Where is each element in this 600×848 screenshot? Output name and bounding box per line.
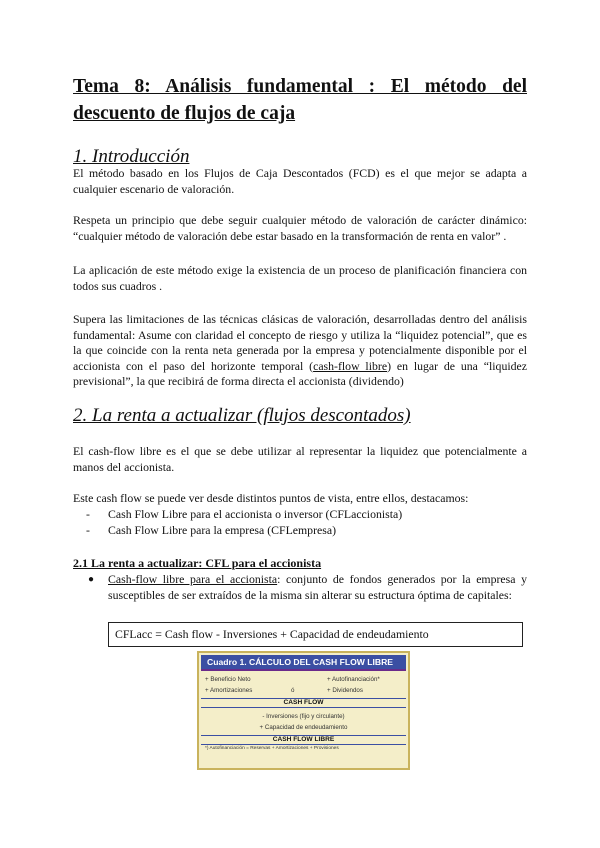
bullet-text bbox=[108, 572, 527, 603]
list-item bbox=[86, 523, 402, 539]
p4-text-before: Supera las limitaciones de las técnicas clásicas de valoración, desarrolladas dentro del análisis fundamental: Asume con claridad el concepto de riesgo y utiliza la “liquidez potencial”, que es la que coincide con la renta neta generada por la empresa y potencialmente disponible por el accionista con el paso del horizonte temporal ( bbox=[73, 312, 527, 373]
autofinanciacion: + Autofinanciación* bbox=[327, 676, 380, 683]
list-dash: - bbox=[86, 522, 90, 537]
cash-flow-libre-link[interactable]: cash-flow libre bbox=[313, 358, 388, 373]
section-1-paragraph-1: El método basado en los Flujos de Caja Descontados (FCD) es el que mejor se adapta a cualquier escenario de valoración. bbox=[73, 166, 527, 196]
cfl-formula-box: CFLacc = Cash flow - Inversiones + Capacidad de endeudamiento bbox=[108, 622, 523, 647]
section-1-heading: 1. Introducción bbox=[73, 146, 190, 167]
inversiones-row: - Inversiones (fijo y circulante) bbox=[262, 713, 345, 720]
section-1-paragraph-3: La aplicación de este método exige la existencia de un proceso de planificación financiera con todos sus cuadros . bbox=[73, 263, 527, 293]
title-line-2: descuento de flujos de caja bbox=[73, 103, 296, 124]
document-title bbox=[73, 73, 527, 127]
cuadro-row-1 bbox=[199, 674, 408, 685]
cuadro-row-2 bbox=[199, 685, 408, 696]
list-item bbox=[86, 507, 402, 523]
dividendos: + Dividendos bbox=[327, 687, 363, 694]
section-1-paragraph-4 bbox=[73, 312, 527, 390]
section-2-paragraph-2: Este cash flow se puede ver desde distintos puntos de vista, entre ellos, destacamos: bbox=[73, 491, 469, 505]
title-line-1: Tema 8: Análisis fundamental : El método del bbox=[73, 76, 527, 97]
cash-flow-libre-table-figure bbox=[197, 651, 410, 770]
beneficio-neto: + Beneficio Neto bbox=[205, 676, 251, 683]
or-symbol: ó bbox=[291, 687, 295, 694]
bullet-dot: ● bbox=[88, 574, 95, 585]
amortizaciones: + Amortizaciones bbox=[205, 687, 253, 694]
subsection-2-1-heading: 2.1 La renta a actualizar: CFL para el accionista bbox=[73, 556, 322, 570]
list-dash: - bbox=[86, 507, 90, 521]
capacidad-endeudamiento-row: + Capacidad de endeudamiento bbox=[259, 724, 348, 731]
bullet-definition: : conjunto de fondos generados por la empresa y susceptibles de ser extraídos de la misma sin alterar su estructura óptima de capitales: bbox=[108, 572, 527, 602]
cfl-accionista-bullet bbox=[88, 572, 527, 603]
bullet-term: Cash-flow libre para el accionista bbox=[108, 572, 278, 586]
section-2-paragraph-1: El cash-flow libre es el que se debe utilizar al representar la liquidez que potencialmente a manos del accionista. bbox=[73, 444, 527, 474]
cash-flow-libre-band: CASH FLOW LIBRE bbox=[201, 735, 406, 745]
cuadro-title: Cuadro 1. CÁLCULO DEL CASH FLOW LIBRE bbox=[201, 655, 406, 671]
cash-flow-band: CASH FLOW bbox=[201, 698, 406, 708]
section-2-heading: 2. La renta a actualizar (flujos descontados) bbox=[73, 405, 411, 426]
list-item-text: Cash Flow Libre para el accionista o inversor (CFLaccionista) bbox=[108, 507, 403, 521]
list-item-text: Cash Flow Libre para la empresa (CFLempresa) bbox=[108, 522, 337, 537]
cash-flow-types-list bbox=[86, 507, 402, 538]
section-1-paragraph-2: Respeta un principio que debe seguir cualquier método de valoración de carácter dinámico: “cualquier método de valoración debe estar basado en la transformación de renta en valor” . bbox=[73, 213, 527, 243]
cuadro-footnote: *) Autofinanciación = Reservas + Amortizaciones + Provisiones bbox=[205, 746, 339, 751]
p4-text-after: ) en lugar de una “liquidez previsional”, la que recibirá de forma directa el accionista (dividendo) bbox=[73, 358, 527, 388]
